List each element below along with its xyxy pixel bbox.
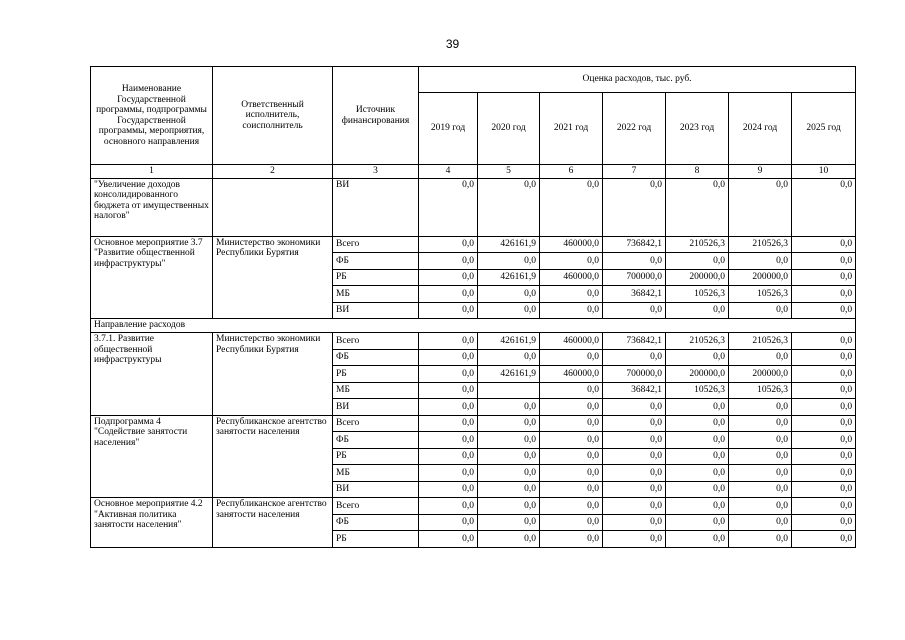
amount-cell: 200000,0 [729,366,792,383]
amount-cell: 0,0 [666,448,729,465]
amount-cell: 736842,1 [603,236,666,253]
amount-cell: 10526,3 [666,286,729,303]
table-row [91,178,856,236]
item-name: Основное мероприятие 3.7 "Развитие общественной инфраструктуры" [91,236,213,319]
expenditure-table [90,66,856,548]
funding-source: РБ [333,531,419,548]
amount-cell: 210526,3 [729,236,792,253]
amount-cell: 0,0 [603,178,666,236]
amount-cell: 0,0 [729,481,792,498]
amount-cell: 210526,3 [729,333,792,350]
amount-cell: 700000,0 [603,366,666,383]
amount-cell: 0,0 [792,302,856,319]
amount-cell: 0,0 [666,465,729,482]
amount-cell: 0,0 [729,514,792,531]
amount-cell: 10526,3 [729,382,792,399]
responsible-executor: Республиканское агентство занятости населения [213,498,333,548]
header-estimate: Оценка расходов, тыс. руб. [419,67,856,93]
amount-cell: 0,0 [792,399,856,416]
amount-cell: 0,0 [419,382,478,399]
amount-cell: 0,0 [540,465,603,482]
amount-cell: 10526,3 [729,286,792,303]
amount-cell: 0,0 [419,498,478,515]
amount-cell: 36842,1 [603,286,666,303]
amount-cell: 0,0 [419,531,478,548]
amount-cell: 460000,0 [540,236,603,253]
amount-cell: 0,0 [666,481,729,498]
funding-source: МБ [333,286,419,303]
amount-cell: 0,0 [666,498,729,515]
column-index: 6 [540,165,603,179]
header-year: 2023 год [666,93,729,165]
amount-cell: 0,0 [540,253,603,270]
page-number: 39 [445,37,460,51]
amount-cell: 0,0 [729,253,792,270]
amount-cell: 0,0 [792,498,856,515]
amount-cell: 0,0 [478,349,540,366]
column-index: 4 [419,165,478,179]
amount-cell: 0,0 [792,269,856,286]
header-year: 2021 год [540,93,603,165]
header-source: Источник финансирования [333,67,419,165]
amount-cell: 0,0 [419,514,478,531]
amount-cell: 0,0 [666,531,729,548]
amount-cell: 0,0 [603,415,666,432]
amount-cell: 210526,3 [666,333,729,350]
amount-cell: 0,0 [540,481,603,498]
amount-cell: 460000,0 [540,366,603,383]
amount-cell: 0,0 [792,465,856,482]
amount-cell: 460000,0 [540,333,603,350]
amount-cell: 0,0 [603,465,666,482]
column-index: 1 [91,165,213,179]
amount-cell: 0,0 [478,531,540,548]
amount-cell: 0,0 [792,333,856,350]
amount-cell: 0,0 [419,432,478,449]
amount-cell: 0,0 [792,531,856,548]
amount-cell: 0,0 [603,432,666,449]
funding-source: ФБ [333,253,419,270]
amount-cell: 0,0 [540,178,603,236]
amount-cell: 200000,0 [666,269,729,286]
funding-source: Всего [333,415,419,432]
header-year: 2024 год [729,93,792,165]
amount-cell: 10526,3 [666,382,729,399]
item-name: 3.7.1. Развитие общественной инфраструктуры [91,333,213,416]
amount-cell: 0,0 [540,448,603,465]
amount-cell: 0,0 [792,481,856,498]
amount-cell: 0,0 [603,302,666,319]
amount-cell: 0,0 [419,286,478,303]
amount-cell: 0,0 [540,415,603,432]
responsible-executor: Республиканское агентство занятости населения [213,415,333,498]
funding-source: МБ [333,382,419,399]
amount-cell: 0,0 [792,432,856,449]
amount-cell: 0,0 [478,399,540,416]
header-year: 2020 год [478,93,540,165]
amount-cell: 0,0 [729,178,792,236]
amount-cell: 0,0 [666,415,729,432]
column-index: 8 [666,165,729,179]
funding-source: РБ [333,448,419,465]
amount-cell: 0,0 [729,531,792,548]
amount-cell: 0,0 [792,514,856,531]
funding-source: ВИ [333,302,419,319]
funding-source: ВИ [333,399,419,416]
item-name: Основное мероприятие 4.2 "Активная политика занятости населения" [91,498,213,548]
amount-cell: 426161,9 [478,333,540,350]
amount-cell: 210526,3 [666,236,729,253]
item-name: Подпрограмма 4 "Содействие занятости населения" [91,415,213,498]
amount-cell: 0,0 [792,415,856,432]
amount-cell: 0,0 [729,399,792,416]
funding-source: ВИ [333,481,419,498]
amount-cell: 0,0 [478,253,540,270]
amount-cell: 0,0 [478,415,540,432]
amount-cell: 0,0 [419,366,478,383]
amount-cell: 0,0 [729,465,792,482]
amount-cell: 0,0 [603,349,666,366]
funding-source: ВИ [333,178,419,236]
table-row [91,498,856,515]
amount-cell: 0,0 [478,432,540,449]
amount-cell: 0,0 [603,531,666,548]
funding-source: ФБ [333,514,419,531]
amount-cell: 0,0 [603,448,666,465]
item-name: "Увеличение доходов консолидированного бюджета от имущественных налогов" [91,178,213,236]
amount-cell: 0,0 [792,253,856,270]
amount-cell [478,382,540,399]
amount-cell: 0,0 [729,498,792,515]
amount-cell: 0,0 [729,448,792,465]
amount-cell: 0,0 [792,286,856,303]
amount-cell: 0,0 [540,382,603,399]
responsible-executor [213,178,333,236]
amount-cell: 0,0 [540,302,603,319]
amount-cell: 0,0 [666,514,729,531]
responsible-executor: Министерство экономики Республики Бурятия [213,236,333,319]
amount-cell: 0,0 [792,236,856,253]
amount-cell: 0,0 [603,514,666,531]
amount-cell: 0,0 [478,465,540,482]
amount-cell: 0,0 [666,178,729,236]
amount-cell: 0,0 [478,481,540,498]
column-index: 10 [792,165,856,179]
amount-cell: 426161,9 [478,269,540,286]
funding-source: Всего [333,236,419,253]
amount-cell: 736842,1 [603,333,666,350]
header-responsible: Ответственный исполнитель, соисполнитель [213,67,333,165]
amount-cell: 0,0 [603,481,666,498]
column-index: 7 [603,165,666,179]
table-row [91,333,856,350]
amount-cell: 0,0 [419,178,478,236]
amount-cell: 0,0 [792,366,856,383]
funding-source: ФБ [333,349,419,366]
amount-cell: 0,0 [540,498,603,515]
funding-source: МБ [333,465,419,482]
amount-cell: 0,0 [540,432,603,449]
amount-cell: 200000,0 [729,269,792,286]
funding-source: РБ [333,366,419,383]
amount-cell: 0,0 [478,302,540,319]
amount-cell: 0,0 [792,349,856,366]
amount-cell: 0,0 [540,399,603,416]
amount-cell: 0,0 [478,286,540,303]
amount-cell: 0,0 [478,498,540,515]
amount-cell: 0,0 [419,448,478,465]
amount-cell: 36842,1 [603,382,666,399]
amount-cell: 0,0 [666,349,729,366]
amount-cell: 0,0 [729,432,792,449]
header-year: 2025 год [792,93,856,165]
amount-cell: 0,0 [666,253,729,270]
amount-cell: 0,0 [540,286,603,303]
amount-cell: 200000,0 [666,366,729,383]
funding-source: РБ [333,269,419,286]
funding-source: Всего [333,498,419,515]
amount-cell: 0,0 [419,481,478,498]
table-row [91,415,856,432]
amount-cell: 0,0 [419,399,478,416]
amount-cell: 0,0 [419,415,478,432]
amount-cell: 0,0 [419,302,478,319]
amount-cell: 0,0 [666,432,729,449]
amount-cell: 0,0 [478,448,540,465]
funding-source: Всего [333,333,419,350]
amount-cell: 0,0 [419,236,478,253]
amount-cell: 0,0 [478,178,540,236]
amount-cell: 0,0 [419,349,478,366]
amount-cell: 0,0 [603,399,666,416]
amount-cell: 0,0 [792,178,856,236]
column-index: 3 [333,165,419,179]
amount-cell: 0,0 [540,531,603,548]
amount-cell: 0,0 [792,448,856,465]
amount-cell: 0,0 [419,465,478,482]
header-year: 2022 год [603,93,666,165]
amount-cell: 0,0 [540,514,603,531]
amount-cell: 0,0 [478,514,540,531]
amount-cell: 460000,0 [540,269,603,286]
amount-cell: 0,0 [792,382,856,399]
amount-cell: 0,0 [729,349,792,366]
amount-cell: 0,0 [419,253,478,270]
amount-cell: 426161,9 [478,236,540,253]
responsible-executor: Министерство экономики Республики Бурятия [213,333,333,416]
amount-cell: 0,0 [419,269,478,286]
amount-cell: 0,0 [729,415,792,432]
amount-cell: 0,0 [603,253,666,270]
section-row [91,319,856,333]
table-row [91,236,856,253]
amount-cell: 700000,0 [603,269,666,286]
column-index: 5 [478,165,540,179]
amount-cell: 0,0 [666,302,729,319]
amount-cell: 0,0 [540,349,603,366]
column-index: 2 [213,165,333,179]
section-label: Направление расходов [91,319,856,333]
amount-cell: 0,0 [729,302,792,319]
column-index: 9 [729,165,792,179]
header-name: Наименование Государственной программы, подпрограммы Государственной программы, мероприятия, основного направления [91,67,213,165]
amount-cell: 0,0 [666,399,729,416]
header-year: 2019 год [419,93,478,165]
amount-cell: 0,0 [419,333,478,350]
amount-cell: 426161,9 [478,366,540,383]
funding-source: ФБ [333,432,419,449]
amount-cell: 0,0 [603,498,666,515]
